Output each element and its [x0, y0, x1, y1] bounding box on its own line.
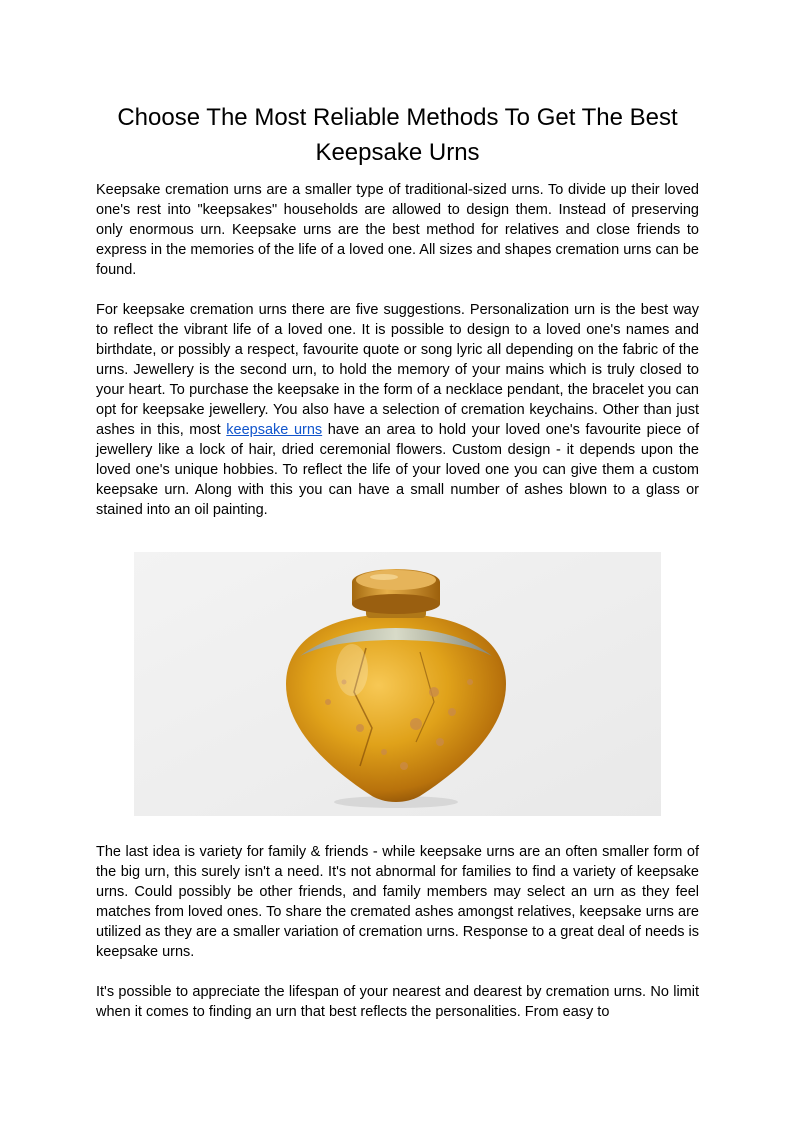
paragraph-suggestions [96, 300, 699, 520]
paragraph-lifespan: It's possible to appreciate the lifespan of your nearest and dearest by cremation urns. No limit when it comes to finding an urn that best reflects the personalities. From easy to [96, 984, 699, 1020]
paragraph-suggestions-text-b: have an area to hold your loved one's favourite piece of jewellery like a lock of hair, dried ceremonial flowers. Custom design - it depends upon the loved one's unique hobbies. To reflect the life of your loved one you can give them a custom keepsake urn. Along with this you can have a small number of ashes blown to a glass or stained into an oil painting. [96, 422, 700, 518]
page-title: Choose The Most Reliable Methods To Get The Best Keepsake Urns [117, 104, 678, 166]
paragraph-suggestions-text-a: For keepsake cremation urns there are five suggestions. Personalization urn is the best way to reflect the vibrant life of a loved one. It is possible to design to a loved one's names and birthdate, or possibly a respect, favourite quote or song lyric all depending on the fabric of the urns. Jewellery is the second urn, to hold the memory of your mains which is truly closed to your heart. To purchase the keepsake in the form of a necklace pendant, the bracelet you can opt for keepsake jewellery. You also have a selection of cremation keychains. Other than just ashes in this, most [96, 302, 699, 438]
document-page [96, 100, 699, 1042]
urn-illustration [134, 552, 661, 816]
keepsake-urns-link[interactable]: keepsake urns [226, 422, 323, 438]
paragraph-variety: The last idea is variety for family & friends - while keepsake urns are an often smaller form of the big urn, this surely isn't a need. It's not abnormal for families to find a variety of keepsake urns. Could possibly be other friends, and family members may select an urn as they feel matches from loved ones. To share the cremated ashes amongst relatives, keepsake urns are utilized as they are a smaller variation of cremation urns. Response to a great deal of needs is keepsake urns. [96, 844, 699, 960]
urn-image [134, 552, 661, 816]
paragraph-intro: Keepsake cremation urns are a smaller type of traditional-sized urns. To divide up their loved one's rest into "keepsakes" households are allowed to design them. Instead of preserving only enormous urn. Keepsake urns are the best method for relatives and close friends to express in the memories of the life of a loved one. All sizes and shapes cremation urns can be found. [96, 182, 699, 278]
